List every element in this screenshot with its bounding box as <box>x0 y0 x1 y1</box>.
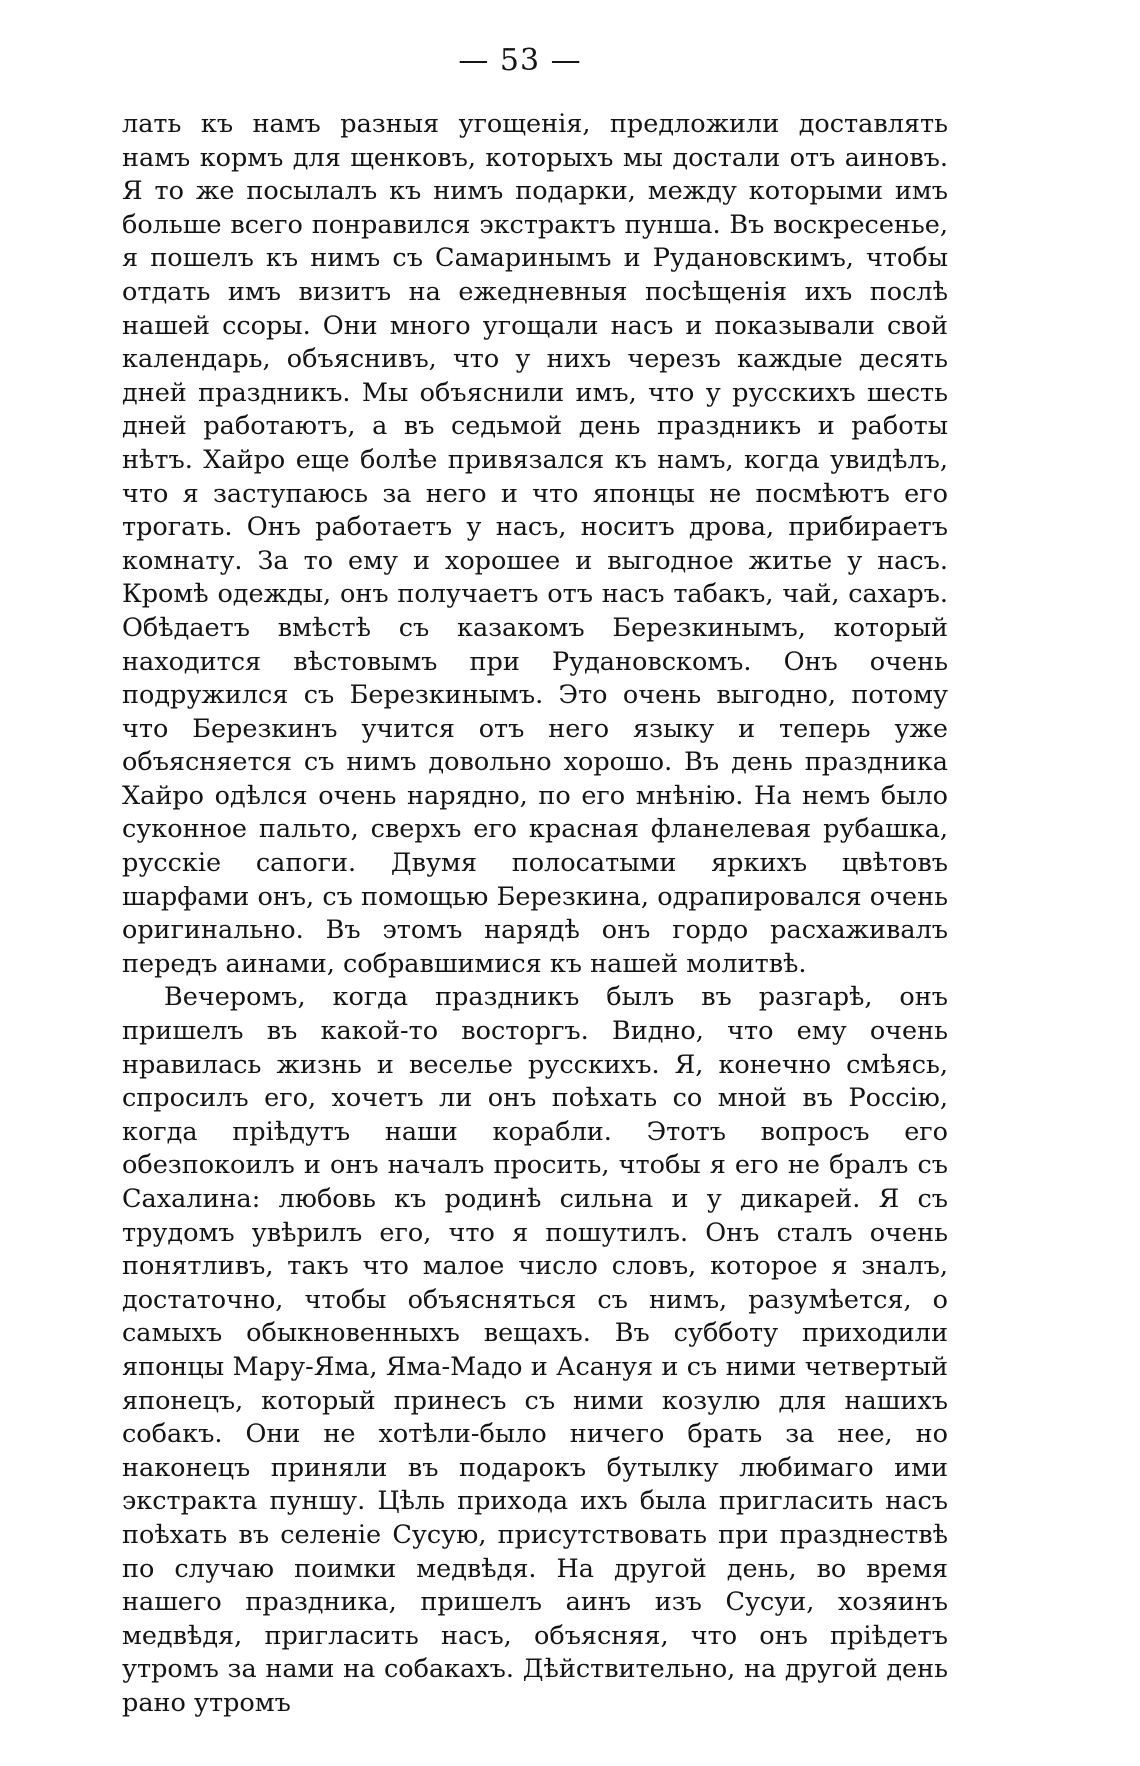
paragraph-1: лать къ намъ разныя угощенія, предложили доставлять намъ кормъ для щенковъ, которыхъ мы достали отъ аиновъ. Я то же посылалъ къ нимъ подарки, между которыми имъ больше всего понравился экстрактъ пунша. Въ воскресенье, я пошелъ къ нимъ съ Самаринымъ и Рудановскимъ, чтобы отдать имъ визитъ на ежедневныя посѣщенія ихъ послѣ нашей ссоры. Они много угощали насъ и показывали свой календарь, объяснивъ, что у нихъ черезъ каждые десять дней праздникъ. Мы объяснили имъ, что у русскихъ шесть дней работаютъ, а въ седьмой день праздникъ и работы нѣтъ. Хайро еще болѣе привязался къ намъ, когда увидѣлъ, что я заступаюсь за него и что японцы не посмѣютъ его трогать. Онъ работаетъ у насъ, носитъ дрова, прибираетъ комнату. За то ему и хорошее и выгодное житье у насъ. Кромѣ одежды, онъ получаетъ отъ насъ табакъ, чай, сахаръ. Обѣдаетъ вмѣстѣ съ казакомъ Березкинымъ, который находится вѣстовымъ при Рудановскомъ. Онъ очень подружился съ Березкинымъ. Это очень выгодно, потому что Березкинъ учится отъ него языку и теперь уже объясняется съ нимъ довольно хорошо. Въ день праздника Хайро одѣлся очень нарядно, по его мнѣнію. На немъ было суконное пальто, сверхъ его красная фланелевая рубашка, русскіе сапоги. Двумя полосатыми яркихъ цвѣтовъ шарфами онъ, съ помощью Березкина, одрапировался очень оригинально. Въ этомъ нарядѣ онъ гордо расхаживалъ передъ аинами, собравшимися къ нашей молитвѣ. <box>122 109 948 979</box>
body-text <box>122 108 948 1721</box>
page-number: — 53 — <box>458 43 582 78</box>
paragraph-2: Вечеромъ, когда праздникъ былъ въ разгарѣ, онъ пришелъ въ какой-то восторгъ. Видно, что ему очень нравилась жизнь и веселье русскихъ. Я, конечно смѣясь, спросилъ его, хочетъ ли онъ поѣхать со мной въ Россію, когда пріѣдутъ наши корабли. Этотъ вопросъ его обезпокоилъ и онъ началъ просить, чтобы я его не бралъ съ Сахалина: любовь къ родинѣ сильна и у дикарей. Я съ трудомъ увѣрилъ его, что я пошутилъ. Онъ сталъ очень понятливъ, такъ что малое число словъ, которое я зналъ, достаточно, чтобы объясняться съ нимъ, разумѣется, о самыхъ обыкновенныхъ вещахъ. Въ субботу приходили японцы Мару-Яма, Яма-Мадо и Асануя и съ ними четвертый японецъ, который принесъ съ ними козулю для нашихъ собакъ. Они не хотѣли-было ничего брать за нее, но наконецъ приняли въ подарокъ бутылку любимаго ими экстракта пуншу. Цѣль прихода ихъ была пригласить насъ поѣхать въ селеніе Сусую, присутствовать при празднествѣ по случаю поимки медвѣдя. На другой день, во время нашего праздника, пришелъ аинъ изъ Сусуи, хозяинъ медвѣдя, пригласить насъ, объясняя, что онъ пріѣдетъ утромъ за нами на собакахъ. Дѣйствительно, на другой день рано утромъ <box>122 982 948 1718</box>
